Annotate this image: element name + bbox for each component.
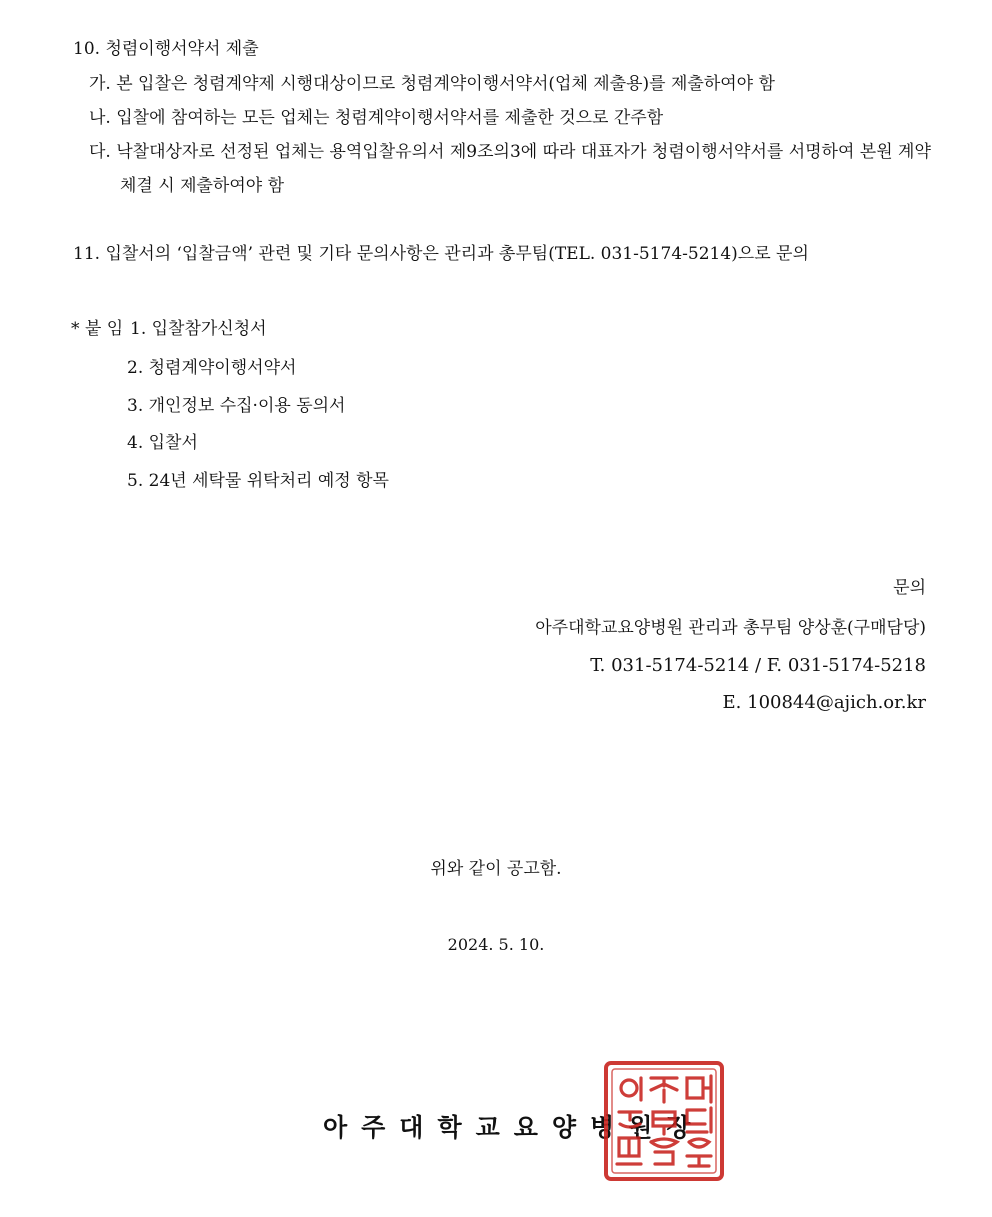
official-seal-stamp [603, 1060, 725, 1182]
attachment-item: 3. 개인정보 수집·이용 동의서 [127, 396, 346, 416]
attachment-item: 2. 청렴계약이행서약서 [127, 358, 297, 378]
attachment-item: 1. 입찰참가신청서 [130, 319, 267, 339]
contact-email: E. 100844@ajich.or.kr [722, 692, 926, 713]
section-10-item-ga: 가. 본 입찰은 청렴계약제 시행대상이므로 청렴계약이행서약서(업체 제출용)를 제출하여야 함 [89, 74, 775, 94]
contact-phone-fax: T. 031-5174-5214 / F. 031-5174-5218 [590, 655, 926, 676]
contact-department: 아주대학교요양병원 관리과 총무팀 양상훈(구매담당) [535, 618, 926, 638]
section-10-heading: 10. 청렴이행서약서 제출 [73, 39, 259, 59]
contact-title: 문의 [893, 578, 926, 598]
section-10-item-da: 다. 낙찰대상자로 선정된 업체는 용역입찰유의서 제9조의3에 따라 대표자가 청렴이행서약서를 서명하여 본원 계약 [89, 142, 931, 162]
announcement-date: 2024. 5. 10. [447, 935, 545, 954]
section-11-text: 11. 입찰서의 ‘입찰금액’ 관련 및 기타 문의사항은 관리과 총무팀(TEL. 031-5174-5214)으로 문의 [73, 244, 809, 264]
attachment-item: 4. 입찰서 [127, 433, 198, 453]
signature-name: 아주대학교요양병원장 [323, 1113, 705, 1142]
attachment-item: 5. 24년 세탁물 위탁처리 예정 항목 [127, 471, 389, 491]
section-10-item-na: 나. 입찰에 참여하는 모든 업체는 청렴계약이행서약서를 제출한 것으로 간주함 [89, 108, 664, 128]
section-10-item-da-continued: 체결 시 제출하여야 함 [120, 176, 285, 196]
closing-statement: 위와 같이 공고함. [430, 859, 562, 879]
attachments-label: * 붙 임 [71, 319, 124, 339]
